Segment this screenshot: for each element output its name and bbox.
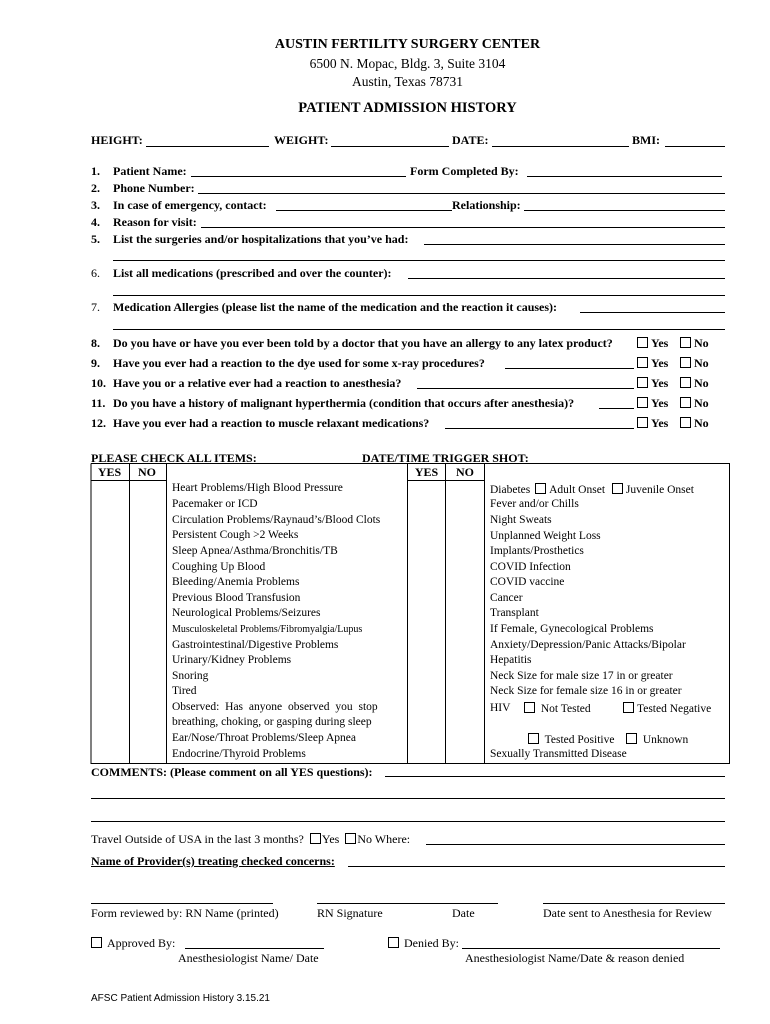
yes-label: Yes: [651, 376, 669, 390]
travel-yes-label: Yes: [321, 832, 340, 846]
condition-snoring: Snoring: [172, 670, 209, 682]
question-number: 10.: [91, 376, 106, 390]
condition-bleeding: Bleeding/Anemia Problems: [172, 576, 300, 588]
condition-heart: Heart Problems/High Blood Pressure: [172, 482, 343, 494]
condition-pacemaker: Pacemaker or ICD: [172, 498, 258, 510]
right-yes-column: YES: [414, 465, 439, 479]
condition-tired: Tired: [172, 685, 197, 697]
reason-for-visit-label: Reason for visit:: [113, 215, 197, 229]
condition-coughing-blood: Coughing Up Blood: [172, 561, 266, 573]
rn-name-label: Form reviewed by: RN Name (printed): [91, 906, 279, 920]
condition-neck-male: Neck Size for male size 17 in or greater: [490, 670, 673, 682]
question-number: 4.: [91, 215, 100, 229]
condition-covid-vaccine: COVID vaccine: [490, 576, 565, 588]
checkbox-icon[interactable]: [612, 483, 623, 494]
height-label: HEIGHT:: [91, 133, 143, 147]
rn-signature-label: RN Signature: [317, 906, 383, 920]
bmi-label: BMI:: [632, 133, 660, 147]
condition-observed: Observed: Has anyone observed you stop: [172, 701, 378, 713]
question-number: 5.: [91, 232, 100, 246]
denied-by[interactable]: [388, 936, 459, 951]
travel-label: Travel Outside of USA in the last 3 months?: [91, 832, 304, 846]
condition-night-sweats: Night Sweats: [490, 514, 552, 526]
muscle-relaxant-question: Have you ever had a reaction to muscle relaxant medications?: [113, 416, 430, 430]
checkbox-icon: [388, 937, 399, 948]
hiv-not-tested-label: Not Tested: [540, 703, 591, 715]
comments-field[interactable]: [385, 776, 725, 777]
condition-neurological: Neurological Problems/Seizures: [172, 607, 321, 619]
phone-number-label: Phone Number:: [113, 181, 195, 195]
latex-allergy-question: Do you have or have you ever been told by a doctor that you have an allergy to any latex product?: [113, 336, 613, 350]
checkbox-icon[interactable]: [535, 483, 546, 494]
comments-field-2[interactable]: [91, 798, 725, 799]
condition-std: Sexually Transmitted Disease: [490, 748, 627, 760]
providers-field[interactable]: [348, 866, 725, 867]
medications-label: List all medications (prescribed and over the counter):: [113, 266, 392, 280]
no-label: No: [694, 336, 709, 350]
question-number: 8.: [91, 336, 100, 350]
comments-label: COMMENTS: (Please comment on all YES questions):: [91, 765, 373, 779]
condition-hepatitis: Hepatitis: [490, 654, 532, 666]
approved-by[interactable]: [91, 936, 175, 951]
footer-text: AFSC Patient Admission History 3.15.21: [91, 993, 270, 1004]
condition-circulation: Circulation Problems/Raynaud’s/Blood Clots: [172, 514, 381, 526]
condition-sleep-apnea: Sleep Apnea/Asthma/Bronchitis/TB: [172, 545, 338, 557]
hiv-unknown-label: Unknown: [642, 734, 689, 746]
condition-hiv: HIV: [490, 702, 511, 714]
approved-sub-label: Anesthesiologist Name/ Date: [178, 951, 319, 965]
no-label: No: [694, 376, 709, 390]
trigger-shot-heading: DATE/TIME TRIGGER SHOT:: [362, 451, 529, 465]
hiv-positive-label: Tested Positive: [544, 734, 615, 746]
question-number: 12.: [91, 416, 106, 430]
review-date-label: Date: [452, 906, 475, 920]
question-number: 7.: [91, 300, 100, 314]
relationship-label: Relationship:: [452, 198, 521, 212]
travel-where-field[interactable]: [426, 844, 725, 845]
address-line-2: Austin, Texas 78731: [352, 74, 463, 89]
anesthesia-date-label: Date sent to Anesthesia for Review: [543, 906, 712, 920]
question-number: 2.: [91, 181, 100, 195]
allergies-label: Medication Allergies (please list the name of the medication and the reaction it causes):: [113, 300, 558, 314]
left-yes-column: YES: [97, 465, 122, 479]
hyperthermia-question: Do you have a history of malignant hyperthermia (condition that occurs after anesthesia)?: [113, 396, 575, 410]
providers-label: Name of Provider(s) treating checked concerns:: [91, 854, 335, 868]
checkbox-icon[interactable]: [345, 833, 356, 844]
yes-label: Yes: [651, 356, 669, 370]
condition-transfusion: Previous Blood Transfusion: [172, 592, 301, 604]
condition-musculoskeletal: Musculoskeletal Problems/Fibromyalgia/Lupus: [172, 624, 363, 635]
patient-name-label: Patient Name:: [113, 164, 187, 178]
checkbox-icon[interactable]: [310, 833, 321, 844]
checkbox-icon: [626, 733, 637, 744]
dye-reaction-question: Have you ever had a reaction to the dye used for some x-ray procedures?: [113, 356, 485, 370]
condition-diabetes: [490, 483, 694, 496]
travel-question: [91, 832, 410, 847]
diabetes-label: Diabetes: [490, 484, 531, 496]
no-label: No: [694, 416, 709, 430]
surgeries-label: List the surgeries and/or hospitalizations that you’ve had:: [113, 232, 409, 246]
comments-field-3[interactable]: [91, 821, 725, 822]
condition-observed-cont: breathing, choking, or gasping during sleep: [172, 716, 372, 728]
checkbox-icon: [623, 702, 634, 713]
condition-cough: Persistent Cough >2 Weeks: [172, 529, 299, 541]
address-line-1: 6500 N. Mopac, Bldg. 3, Suite 3104: [309, 56, 506, 71]
checkbox-icon: [524, 702, 535, 713]
question-number: 11.: [91, 396, 106, 410]
condition-endocrine: Endocrine/Thyroid Problems: [172, 748, 306, 760]
question-number: 6.: [91, 266, 100, 280]
hiv-unknown-option[interactable]: [626, 733, 688, 746]
check-all-heading: PLEASE CHECK ALL ITEMS:: [91, 451, 257, 465]
hiv-negative-label: Tested Negative: [637, 703, 712, 715]
yes-label: Yes: [651, 416, 669, 430]
question-number: 9.: [91, 356, 100, 370]
hiv-negative-option[interactable]: [623, 702, 711, 715]
adult-onset-label: Adult Onset: [549, 484, 606, 496]
juvenile-onset-label: Juvenile Onset: [625, 484, 694, 496]
condition-covid-infection: COVID Infection: [490, 561, 571, 573]
hiv-positive-option[interactable]: [528, 733, 614, 746]
weight-label: WEIGHT:: [274, 133, 329, 147]
condition-anxiety: Anxiety/Depression/Panic Attacks/Bipolar: [490, 639, 686, 651]
question-number: 3.: [91, 198, 100, 212]
denied-by-field[interactable]: [462, 948, 720, 949]
condition-ent: Ear/Nose/Throat Problems/Sleep Apnea: [172, 732, 356, 744]
question-number: 1.: [91, 164, 100, 178]
yes-label: Yes: [651, 396, 669, 410]
form-title: PATIENT ADMISSION HISTORY: [298, 100, 517, 116]
condition-gynecological: If Female, Gynecological Problems: [490, 623, 654, 635]
center-name: AUSTIN FERTILITY SURGERY CENTER: [274, 37, 541, 52]
no-label: No: [694, 356, 709, 370]
yes-label: Yes: [651, 336, 669, 350]
condition-gastro: Gastrointestinal/Digestive Problems: [172, 639, 339, 651]
condition-neck-female: Neck Size for female size 16 in or greater: [490, 685, 682, 697]
rn-signature-field[interactable]: [317, 903, 498, 904]
condition-transplant: Transplant: [490, 607, 539, 619]
approved-by-field[interactable]: [185, 948, 324, 949]
left-no-column: NO: [138, 465, 156, 479]
denied-label: Denied By:: [404, 936, 459, 950]
right-no-column: NO: [456, 465, 474, 479]
condition-weight-loss: Unplanned Weight Loss: [490, 530, 601, 542]
denied-sub-label: Anesthesiologist Name/Date & reason denied: [465, 951, 685, 965]
travel-no-where-label: No Where:: [357, 832, 411, 846]
approved-label: Approved By:: [107, 936, 176, 950]
condition-cancer: Cancer: [490, 592, 523, 604]
condition-fever: Fever and/or Chills: [490, 498, 579, 510]
hiv-not-tested-option[interactable]: [524, 702, 591, 715]
form-completed-by-label: Form Completed By:: [410, 164, 519, 178]
date-label: DATE:: [452, 133, 489, 147]
checkbox-icon: [91, 937, 102, 948]
condition-implants: Implants/Prosthetics: [490, 545, 584, 557]
condition-urinary: Urinary/Kidney Problems: [172, 654, 292, 666]
checkbox-icon: [528, 733, 539, 744]
anesthesia-reaction-question: Have you or a relative ever had a reaction to anesthesia?: [113, 376, 402, 390]
anesthesia-date-field[interactable]: [543, 903, 725, 904]
emergency-contact-label: In case of emergency, contact:: [113, 198, 267, 212]
no-label: No: [694, 396, 709, 410]
rn-name-field[interactable]: [91, 903, 273, 904]
